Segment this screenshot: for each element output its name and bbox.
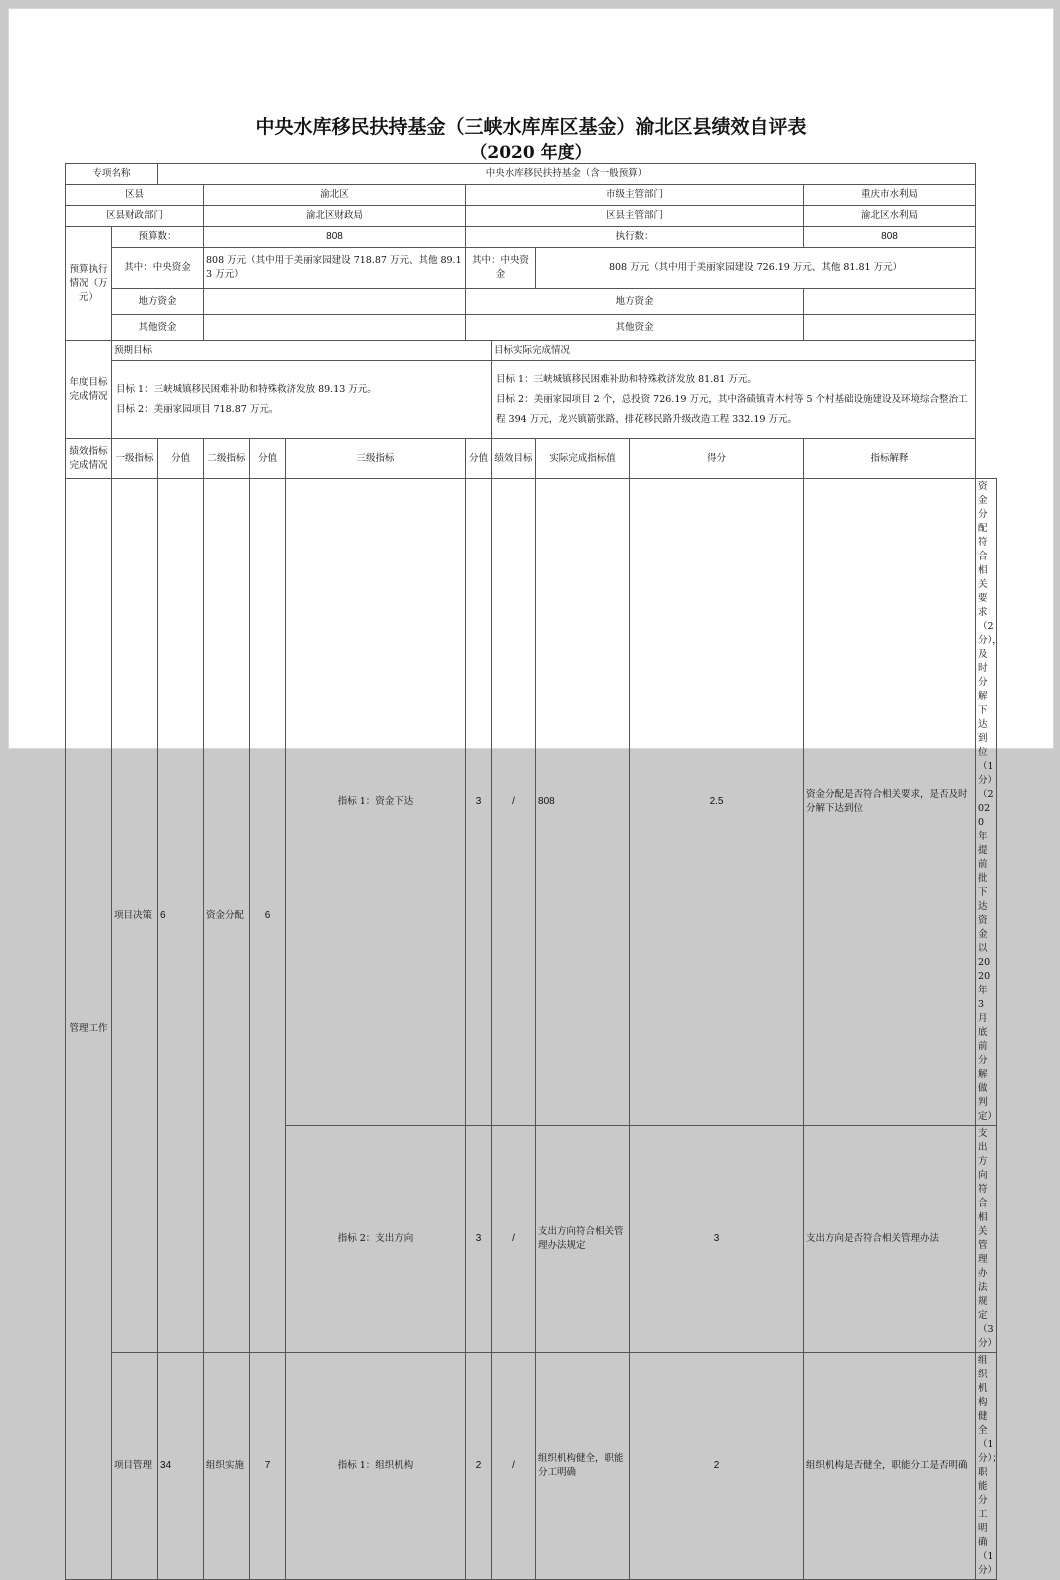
col-header: 分值 (250, 439, 286, 479)
col-header: 分值 (158, 439, 204, 479)
row-local-funds (66, 289, 997, 315)
county-dept-value: 渝北区水利局 (804, 206, 976, 227)
evaluation-table (65, 163, 1002, 1580)
actual-goal-1: 目标 1：三峡城镇移民困难补助和特殊救济发放 81.81 万元。 (496, 373, 757, 385)
other-funds-exec (804, 315, 976, 341)
level1-indicator: 项目管理 (112, 1353, 158, 1580)
indicator-row (66, 479, 997, 1126)
actual-goals-label: 目标实际完成情况 (492, 341, 976, 361)
level1-score: 34 (158, 1353, 204, 1580)
actual-value: 808 (536, 479, 630, 1126)
actual-value: 组织机构健全，职能分工明确 (536, 1353, 630, 1580)
project-name-value: 中央水库移民扶持基金（含一般预算） (158, 164, 976, 185)
document-title: 中央水库移民扶持基金（三峡水库库区基金）渝北区县绩效自评表 (255, 116, 807, 138)
row-goals-header (66, 341, 997, 361)
actual-value: 支出方向符合相关管理办法规定 (536, 1126, 630, 1353)
level2-score: 6 (250, 479, 286, 1353)
city-dept-label: 市级主管部门 (466, 185, 804, 206)
county-dept-label: 区县主管部门 (466, 206, 804, 227)
performance-target: / (492, 479, 536, 1126)
scoring-standard: 支出方向符合相关管理办法规定（3 分） (976, 1126, 997, 1353)
planned-goal-2: 目标 2：美丽家园项目 718.87 万元。 (116, 403, 279, 415)
level1-score: 6 (158, 479, 204, 1353)
col-header: 二级指标 (204, 439, 250, 479)
other-funds-exec-label: 其他资金 (466, 315, 804, 341)
level2-score: 7 (250, 1353, 286, 1580)
actual-goal-2: 目标 2：美丽家园项目 2 个，总投资 726.19 万元，其中洛碛镇青木村等 5 个村基础设施建设及环境综合整治工程 394 万元，龙兴镇箭张路、排花移民路升级改造工程 332.19 万元。 (496, 393, 968, 425)
exec-amount-value: 808 (804, 227, 976, 248)
indicator-group-label: 管理工作 (66, 479, 112, 1580)
other-funds-label: 其他资金 (112, 315, 204, 341)
level2-indicator: 资金分配 (204, 479, 250, 1353)
level3-score: 3 (466, 1126, 492, 1353)
city-dept-value: 重庆市水利局 (804, 185, 976, 206)
planned-goals (112, 361, 492, 439)
central-funds-exec: 808 万元（其中用于美丽家园建设 726.19 万元、其他 81.81 万元） (536, 248, 976, 289)
scoring-standard: 资金分配符合相关要求（2 分），及时分解下达到位（1 分）（2020 年提前批下达资金以 2020 年 3 月底前分解做判定） (976, 479, 997, 1126)
county-label: 区县 (66, 185, 204, 206)
central-funds-exec-label: 其中：中央资金 (466, 248, 536, 289)
scoring-standard: 组织机构健全（1 分）；职能分工明确（1 分） (976, 1353, 997, 1580)
actual-goals (492, 361, 976, 439)
local-funds-label: 地方资金 (112, 289, 204, 315)
col-header: 实际完成指标值 (536, 439, 630, 479)
level3-indicator: 指标 1：资金下达 (286, 479, 466, 1126)
row-other-funds (66, 315, 997, 341)
row-finance (66, 206, 997, 227)
finance-dept-value: 渝北区财政局 (204, 206, 466, 227)
document-page (8, 8, 1054, 1576)
goals-section-label: 年度目标完成情况 (66, 341, 112, 439)
budget-amount-label: 预算数： (112, 227, 204, 248)
performance-target: / (492, 1126, 536, 1353)
level3-indicator: 指标 2：支出方向 (286, 1126, 466, 1353)
level3-indicator: 指标 1：组织机构 (286, 1353, 466, 1580)
row-indicator-header (66, 439, 997, 479)
county-value: 渝北区 (204, 185, 466, 206)
level1-indicator: 项目决策 (112, 479, 158, 1353)
other-funds-budget (204, 315, 466, 341)
budget-section-label: 预算执行情况（万元） (66, 227, 112, 341)
planned-goal-1: 目标 1：三峡城镇移民困难补助和特殊救济发放 89.13 万元。 (116, 383, 377, 395)
col-header: 得分 (630, 439, 804, 479)
project-name-label: 专项名称 (66, 164, 158, 185)
col-header: 绩效目标 (492, 439, 536, 479)
score: 2 (630, 1353, 804, 1580)
col-header: 三级指标 (286, 439, 466, 479)
row-project-name (66, 164, 997, 185)
score: 3 (630, 1126, 804, 1353)
exec-amount-label: 执行数： (466, 227, 804, 248)
local-funds-budget (204, 289, 466, 315)
level2-indicator: 组织实施 (204, 1353, 250, 1580)
performance-target: / (492, 1353, 536, 1580)
row-goals-body (66, 361, 997, 439)
indicator-explanation: 资金分配是否符合相关要求，是否及时分解下达到位 (804, 479, 976, 1126)
row-central-funds (66, 248, 997, 289)
indicator-row (66, 1353, 997, 1580)
level3-score: 3 (466, 479, 492, 1126)
indicators-section-label: 绩效指标完成情况 (66, 439, 112, 479)
row-county (66, 185, 997, 206)
indicator-explanation: 支出方向是否符合相关管理办法 (804, 1126, 976, 1353)
central-funds-label: 其中：中央资金 (112, 248, 204, 289)
local-funds-exec (804, 289, 976, 315)
level3-score: 2 (466, 1353, 492, 1580)
local-funds-exec-label: 地方资金 (466, 289, 804, 315)
col-header: 指标解释 (804, 439, 976, 479)
finance-dept-label: 区县财政部门 (66, 206, 204, 227)
document-subtitle: （2020 年度） (470, 143, 592, 163)
indicator-explanation: 组织机构是否健全，职能分工是否明确 (804, 1353, 976, 1580)
central-funds-budget: 808 万元（其中用于美丽家园建设 718.87 万元、其他 89.13 万元） (204, 248, 466, 289)
col-header: 一级指标 (112, 439, 158, 479)
budget-amount-value: 808 (204, 227, 466, 248)
row-budget (66, 227, 997, 248)
score: 2.5 (630, 479, 804, 1126)
col-header: 分值 (466, 439, 492, 479)
planned-goals-label: 预期目标 (112, 341, 492, 361)
